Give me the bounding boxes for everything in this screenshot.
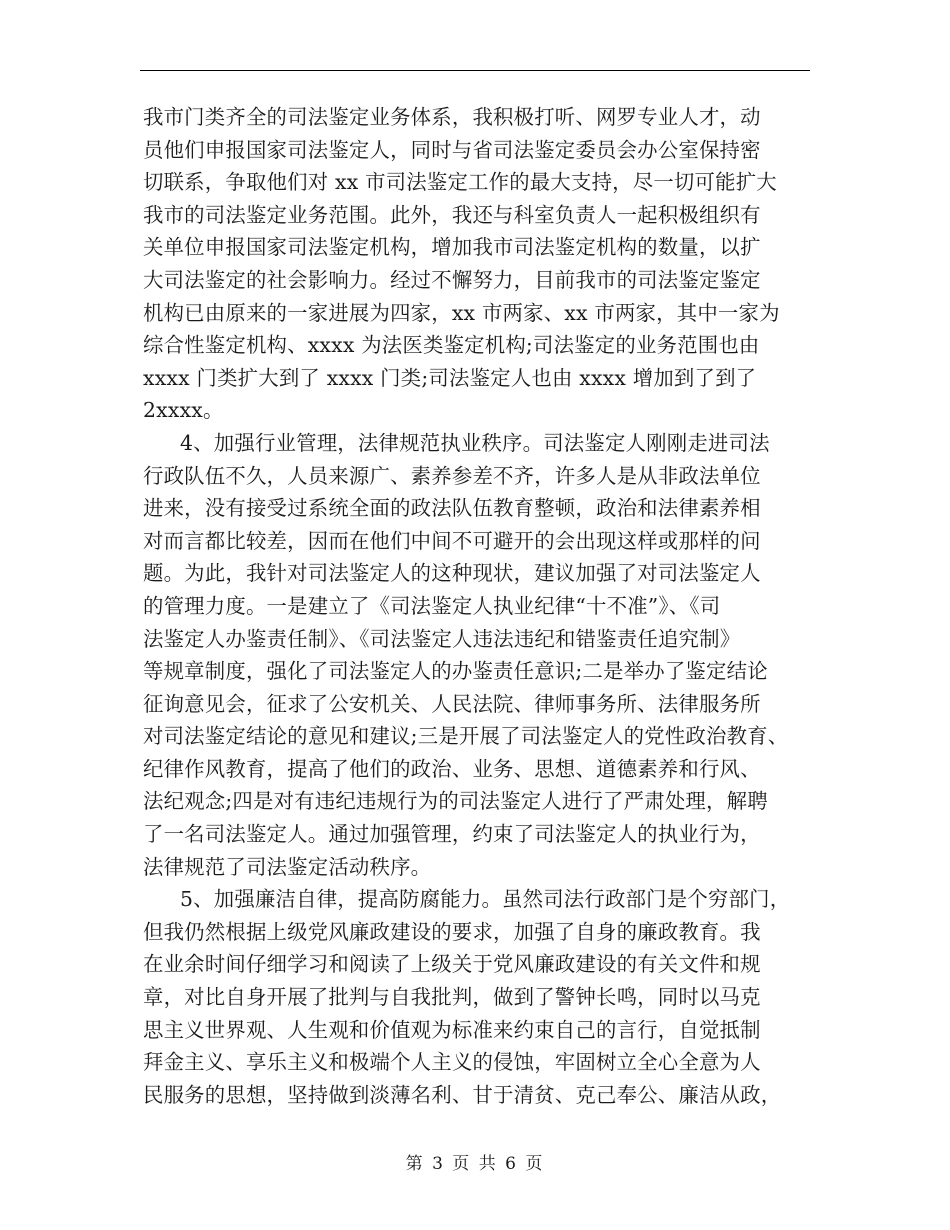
text-line: 思主义世界观、人生观和价值观为标准来约束自己的言行，自觉抵制 xyxy=(143,1017,761,1042)
header-rule xyxy=(140,70,810,71)
text-line: 对而言都比较差，因而在他们中间不可避开的会出现这样或那样的问 xyxy=(143,528,761,553)
text-line: 章，对比自身开展了批判与自我批判，做到了警钟长鸣，同时以马克 xyxy=(143,985,761,1010)
text-line: 员他们申报国家司法鉴定人，同时与省司法鉴定委员会办公室保持密 xyxy=(143,137,761,162)
text-line: 进来，没有接受过系统全面的政法队伍教育整顿，政治和法律素养相 xyxy=(143,496,761,521)
text-line: 4、加强行业管理，法律规范执业秩序。司法鉴定人刚刚走进司法 xyxy=(180,430,770,455)
text-line: 切联系，争取他们对 xx 市司法鉴定工作的最大支持，尽一切可能扩大 xyxy=(143,170,777,195)
text-line: 但我仍然根据上级党风廉政建设的要求，加强了自身的廉政教育。我 xyxy=(143,919,761,944)
text-line: 法律规范了司法鉴定活动秩序。 xyxy=(143,854,432,879)
text-line: 民服务的思想，坚持做到淡薄名利、甘于清贫、克己奉公、廉洁从政， xyxy=(143,1082,782,1107)
text-line: 了一名司法鉴定人。通过加强管理，约束了司法鉴定人的执业行为， xyxy=(143,822,761,847)
text-line: 法纪观念;四是对有违纪违规行为的司法鉴定人进行了严肃处理，解聘 xyxy=(143,789,768,814)
text-line: 法鉴定人办鉴责任制》、《司法鉴定人违法违纪和错鉴责任追究制》 xyxy=(143,626,741,651)
text-line: 我市门类齐全的司法鉴定业务体系，我积极打听、网罗专业人才，动 xyxy=(143,105,761,129)
text-line: 征询意见会，征求了公安机关、人民法院、律师事务所、法律服务所 xyxy=(143,691,761,716)
text-line: 2xxxx。 xyxy=(143,398,224,423)
document-body xyxy=(143,101,823,1111)
text-line: 我市的司法鉴定业务范围。此外，我还与科室负责人一起积极组织有 xyxy=(143,202,761,227)
text-line: 纪律作风教育，提高了他们的政治、业务、思想、道德素养和行风、 xyxy=(143,756,761,781)
text-line: 综合性鉴定机构、xxxx 为法医类鉴定机构;司法鉴定的业务范围也由 xyxy=(143,333,760,358)
text-line: 5、加强廉洁自律，提高防腐能力。虽然司法行政部门是个穷部门， xyxy=(180,887,791,912)
text-line: 大司法鉴定的社会影响力。经过不懈努力，目前我市的司法鉴定鉴定 xyxy=(143,267,761,292)
text-line: 关单位申报国家司法鉴定机构，增加我市司法鉴定机构的数量，以扩 xyxy=(143,235,761,260)
text-line: 等规章制度，强化了司法鉴定人的办鉴责任意识;二是举办了鉴定结论 xyxy=(143,659,768,684)
text-line: 机构已由原来的一家进展为四家，xx 市两家、xx 市两家，其中一家为 xyxy=(143,300,780,325)
text-line: xxxx 门类扩大到了 xxxx 门类;司法鉴定人也由 xxxx 增加到了到了 xyxy=(143,365,757,390)
text-line: 行政队伍不久，人员来源广、素养参差不齐，许多人是从非政法单位 xyxy=(143,463,761,488)
page-footer: 第 3 页 共 6 页 xyxy=(405,1154,545,1174)
text-line: 对司法鉴定结论的意见和建议;三是开展了司法鉴定人的党性政治教育、 xyxy=(143,724,789,749)
text-line: 的管理力度。一是建立了《司法鉴定人执业纪律“十不准”》、《司 xyxy=(143,593,721,618)
text-line: 拜金主义、享乐主义和极端个人主义的侵蚀，牢固树立全心全意为人 xyxy=(143,1050,761,1075)
text-line: 在业余时间仔细学习和阅读了上级关于党风廉政建设的有关文件和规 xyxy=(143,952,761,977)
text-line: 题。为此，我针对司法鉴定人的这种现状，建议加强了对司法鉴定人 xyxy=(143,561,761,586)
